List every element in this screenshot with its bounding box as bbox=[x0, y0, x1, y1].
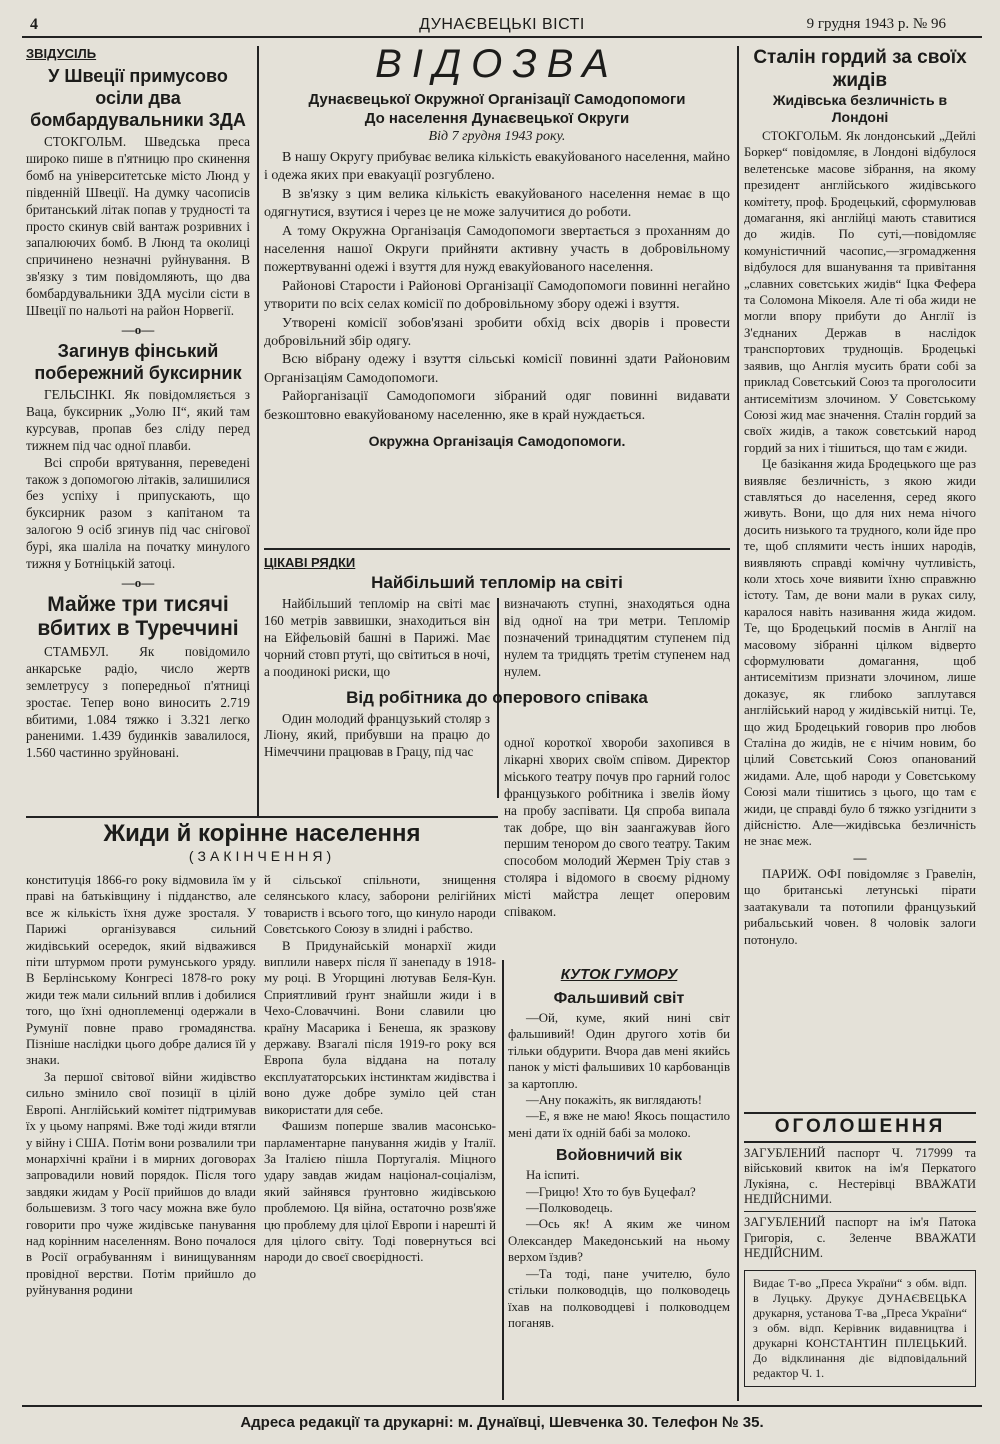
headline-finland: Загинув фінський побережний буксирник bbox=[34, 340, 242, 383]
joke-line: —Полководець. bbox=[526, 1201, 613, 1216]
jews-col-1 bbox=[26, 872, 256, 1397]
article-paragraph: В Придунайській монархії жиди виплили наверх після її занепаду в 1918-му році. В Угорщині лютував Беля-Кун. Сприятливий ґрунт знайшли жиди і в Чехо-Словаччині. Вони славили цю країну Масарика і Бенеша, як зразкову державу. Взагалі після 1919-го року вся Европа була віддана на поталу експлуататорських інстинктам жидівства і воно дуже добре зуміло цей стан використати для себе. bbox=[264, 938, 496, 1117]
headline-turkey: Майже три тисячі вбитих в Туреччині bbox=[37, 592, 239, 640]
rubric-humor: КУТОК ГУМОРУ bbox=[560, 966, 678, 983]
ad-passport-2: ЗАГУБЛЕНИЙ паспорт на ім'я Патока Григорія, с. Зеленче ВВАЖАТИ НЕДІЙСНИМ. bbox=[744, 1215, 976, 1260]
appeal-paragraph: А тому Окружна Організація Самодопомоги звертається з проханням до населення нашої Округи прийняти активну участь в добровільному пожертвуванні одежі і взуття для нужд евакуйованого населення. bbox=[264, 223, 730, 276]
article-singer-continued bbox=[504, 735, 730, 960]
article-paragraph: Найбільший тепломір на світі має 160 метрів заввишки, знаходиться він на Ейфельовій башні в Парижі. Має чорний стовп ртуті, що світиться в ночі, а поодинокі риски, що bbox=[264, 596, 490, 679]
article-turkey bbox=[26, 644, 250, 762]
article-paragraph: одної короткої хвороби захопився в лікарні хворих своїм співом. Директор міського театру почув про гарний голос французького робітника і звелів йому на пробу заспівати. Ця спроба випала так добре, що він заангажував його першим тенором до свого театру. Таким способом молодий Жермен Тріу став з столяра і відомого в своєму рідному місті майстра лещет оперовим співаком. bbox=[504, 735, 730, 920]
joke-line: —Грицю! Хто то був Буцефал? bbox=[526, 1184, 696, 1199]
separator: —o— bbox=[121, 321, 155, 337]
article-paragraph: СТАМБУЛ. Як повідомило анкарське радіо, число жертв землетрусу з попередньої п'ятниці зростає. Тепер воно виносить 2.719 вбитими, 1.084 тяжко і 3.321 легко раненими. 1.439 будинків завалилося, 1.560 частинно зруйновані. bbox=[26, 643, 250, 761]
appeal-title: ВІДОЗВА bbox=[375, 42, 619, 86]
right-column bbox=[744, 46, 976, 1016]
masthead bbox=[22, 12, 982, 38]
joke-line: —Е, я вже не маю! Якось пощастило мені дати їх одній бабі за молоко. bbox=[508, 1109, 730, 1140]
headline-jews: Жиди й корінне населення bbox=[103, 820, 421, 847]
imprint-box bbox=[744, 1270, 976, 1387]
article-paragraph: Це базікання жида Бродецького ще раз виявляє безличність, з якою жиди ставляться до населення, серед якого живуть. Вони, що для них нема нічого досить низького та трудного, коли йде про те, щоб сплямити честь інших народів, виявляють справді комічну чутливість, коли хтось хоче виявити їхню справжню істоту. Там, де вони мали в руках силу, каралося навіть називання жида жидом. Те, що Бродецький посмів в Англії на масовому зібранні цілком відверто сформулювати домагання, щоб антисемітизм признати злочином, лише доказує, як глибоко заплутався англійський народ у жидівській нитці. Те, що жид Бродецький говорив про любов Сталіна до жидів, не є нічим новим, бо цілий Совєтський Союз опанований жидами. Але, щоб народи у Совєтському Союзі мали тішитись з цього, що там є жиди, це справді було б тяжко узгіднити з дійсністю. Але—жидівська безличність не знає меж. bbox=[744, 457, 976, 849]
appeal-org: Дунаєвецької Окружної Організації Самодопомоги bbox=[308, 91, 686, 108]
article-paragraph: конституція 1866-го року відмовила їм у праві на батьківщину і підданство, але все ж кількість їхня дуже зросталя. У Парижі організувався сильний жидівський осередок, який відважився піти штурмом проти румунського уряду. В Берлінському Конгресі 1878-го року жиди теж мали сильний вплив і добилися того, що їхні одноплеменці одержали в Румунії повне право громадянства. Пізніше наслідки цього добре далися їй у знаки. bbox=[26, 873, 256, 1068]
article-paragraph: За першої світової війни жидівство сильно змінило свої позиції в цілій Европі. Англійський комітет підтримував їх у цьому напрямі. Вже тоді жиди втягли у війну і США. Потім вони розвалили три монархічні країни і в мирних договорах запровадили новий порядок. Після того завдяки жидам у Росії прийшов до влади большевизм. З того часу можна вже було говорити про чуже жидівське панування над корінним населенням. Воно почалося в Росії ограбуванням і винищуванням провідної верстви. Потім прийшло до руйнування родини bbox=[26, 1069, 256, 1298]
newspaper-title: ДУНАЄВЕЦЬКІ ВІСТІ bbox=[419, 16, 585, 33]
article-paris bbox=[744, 866, 976, 948]
appeal-date: Від 7 грудня 1943 року. bbox=[428, 129, 566, 144]
article-paragraph: Фашизм поперше звалив масонсько-парламентарне панування жидів у Італії. За Італією пішла Португалія. Міцного удару завдав жидам націонал-соціалізм, який зайнявся ґрунтовно жидівською проблемою. Ця війна, остаточно розв'яже цю проблему для цілої Европи і нарешті й для цілого світу. Тоді повернуться всі народи до своєї своєрідності. bbox=[264, 1119, 496, 1265]
article-paragraph: ГЕЛЬСІНКІ. Як повідомляється з Ваца, буксирник „Уолю ІІ“, який там курсував, пропав без сліду перед тижнем під час одної плавби. bbox=[26, 386, 250, 453]
section-rule bbox=[744, 1141, 976, 1143]
headline-sweden: У Швеції примусово осіли два бомбардувальники ЗДА bbox=[30, 66, 246, 130]
joke-line: —Ану покажіть, як виглядають! bbox=[526, 1093, 702, 1108]
rubric-curious: ЦІКАВІ РЯДКИ bbox=[264, 555, 356, 570]
humor-section bbox=[508, 966, 730, 1398]
section-rule bbox=[264, 548, 730, 550]
section-rule bbox=[744, 1112, 976, 1114]
appeal-paragraph: Всю вібрану одежу і взуття сільські комісії повинні здати Районовим Організаціям Самодопомоги. bbox=[264, 352, 730, 386]
jews-col-2 bbox=[264, 872, 496, 1397]
joke-line: —Ой, куме, який нині світ фальшивий! Один другого хотів би тільки обдурити. Вчора дав мені якийсь панок у місті фальшивих 10 карбованців за картоплю. bbox=[508, 1011, 730, 1091]
footer-address: Адреса редакції та друкарні: м. Дунаївці, Шевченка 30. Телефон № 35. bbox=[22, 1405, 982, 1431]
appeal-signature: Окружна Організація Самодопомоги. bbox=[368, 433, 626, 450]
appeal-section bbox=[264, 42, 730, 562]
article-finland bbox=[26, 387, 250, 573]
article-paragraph: Один молодий французький столяр з Ліону, який, прибувши на працю до Німеччини працював в Грацу, під час bbox=[264, 710, 490, 760]
joke-fake-world bbox=[508, 1010, 730, 1141]
article-paragraph: Всі спроби врятування, переведені також з допомогою літаків, залишилися без успіху і припускають, що буксирник разом з капітаном та залогою 9 осіб згинув під час снігової бурі, яка шаліла на початку минулого тижня у Ботніцькій затоці. bbox=[26, 454, 250, 572]
appeal-paragraph: В зв'язку з цим велика кількість евакуйованого населення немає в що одягнутися, взутися і через це не може залучитися до роботи. bbox=[264, 186, 730, 221]
column-rule bbox=[502, 960, 504, 1400]
appeal-body bbox=[264, 149, 730, 425]
page-number: 4 bbox=[30, 16, 38, 33]
subheading-continuation: (ЗАКІНЧЕННЯ) bbox=[188, 848, 336, 864]
jews-headline-block bbox=[26, 820, 498, 870]
imprint-text: Видає Т-во „Преса України“ з обм. відп. в Луцьку. Друкує ДУНАЄВЕЦЬКА друкарня, установа Т-ва „Преса України“ з обм. відп. Керівник видавництва і друкарні КОНСТАНТИН ПІЛЕЦЬКИЙ. До відклинання діє відповідальний редактор Ч. 1. bbox=[753, 1275, 967, 1380]
separator: —o— bbox=[121, 574, 155, 590]
article-paragraph: й сільської спільноти, знищення селянського класу, заборони релігійних товариств і всього того, що кинуло народи Совєтського Союзу в злидні і рабство. bbox=[264, 873, 496, 937]
issue-date: 9 грудня 1943 р. № 96 bbox=[806, 16, 946, 32]
article-thermometer bbox=[264, 596, 730, 681]
article-paragraph: ПАРИЖ. ОФІ повідомляє з Гравелін, що британські летунські пірати заатакували та потопили французький рибальський човен. 8 чоловік залоги потонуло. bbox=[744, 866, 976, 947]
ads-section bbox=[744, 1116, 976, 1401]
rubric-zvidusil: ЗВІДУСІЛЬ bbox=[26, 46, 97, 61]
article-paragraph: СТОКГОЛЬМ. Шведська преса широко пише в п'ятницю про скинення бомб на університетське місто Люнд у південній Швеції. На думку часописів британський літак попав у трудності та просто скинув свій вантаж розривних і запалюючих бомб. В Люнд та околиці спричинено незначні руйнування. В зв'язку з тим повідомляють, що два бомбардувальники ЗДА мусіли сісти в Швеції по нальоті на район Норвегії. bbox=[26, 134, 250, 319]
headline-thermometer: Найбільший тепломір на світі bbox=[371, 573, 623, 592]
appeal-paragraph: Утворені комісії зобов'язані зробити обхід всіх дворів і провести добровільний збір одягу. bbox=[264, 315, 730, 350]
appeal-paragraph: Районові Старости і Районові Організації Самодопомоги повинні негайно утворити по всіх селах комісії по добровільному збору одежі і взуття. bbox=[264, 278, 730, 313]
article-sweden bbox=[26, 134, 250, 320]
headline-warlike-age: Войовничий вік bbox=[556, 1147, 682, 1165]
appeal-audience: До населення Дунаєвецької Округи bbox=[364, 110, 630, 127]
headline-stalin: Сталін гордий за своїх жидів bbox=[753, 47, 967, 91]
joke-line: На іспиті. bbox=[526, 1168, 580, 1183]
ads-title: ОГОЛОШЕННЯ bbox=[774, 1116, 946, 1137]
headline-singer: Від робітника до оперового співака bbox=[346, 687, 648, 707]
subheadline-london: Жидівська безличність в Лондоні bbox=[772, 92, 948, 125]
joke-warlike-age bbox=[508, 1167, 730, 1331]
joke-line: —Та тоді, пане учителю, було стільки полководців, що полководець їхав на полководцеві і полководцем поганяв. bbox=[508, 1266, 730, 1330]
section-rule bbox=[744, 1211, 976, 1213]
joke-line: —Ось як! А яким же чином Олександер Македонський на ньому верхом їздив? bbox=[508, 1217, 730, 1265]
separator: — bbox=[853, 849, 867, 865]
left-column bbox=[26, 46, 250, 816]
ad-passport-1: ЗАГУБЛЕНИЙ паспорт Ч. 717999 та військовий квиток на ім'я Перкатого Лукіяна, с. Нестерівці ВВАЖАТИ НЕДІЙСНИМИ. bbox=[744, 1145, 976, 1206]
article-paragraph: СТОКГОЛЬМ. Як лондонський „Дейлі Боркер“ повідомляє, в Лондоні відбулося велетенське масове зібрання, на якому президент англійського жидівського комітету, проф. Бродецький, сформулював домагання, які англійці мають ставитися до жидів. По суті,—повідомляє комуністичний часопис,—згромадження відбулося для вшанування та привітання „славних совєтських жидів“ Іцка Фефера та Соломона Мікоеля. Але ті оба жиди не могли впору прибути до Англії із З'єднаних Держав в наслідок транспортових труднощів. Бродецькі заявив, що Англія мусить брати собі за приклад Совєтський Союз та проголосити антисемітизм злочином. У Совєтському Союзі жид має значення. Сталін гордий за своїх жидів, а також совєтський народ гордий за них і тішиться, що там є жиди. bbox=[744, 129, 976, 455]
headline-fake-world: Фальшивий світ bbox=[553, 990, 685, 1007]
column-rule bbox=[257, 46, 259, 816]
column-rule bbox=[737, 46, 739, 1401]
section-rule bbox=[26, 816, 498, 818]
article-stalin bbox=[744, 128, 976, 850]
appeal-paragraph: В нашу Округу прибуває велика кількість евакуйованого населення, майно і одежа яких при евакуації розгублено. bbox=[264, 150, 730, 184]
article-paragraph: визначають ступні, знаходяться одна від одної на три метри. Тепломір позначений тринадцятим ступенем під нулем та тридцять третім ступенем над нулем. bbox=[504, 596, 730, 679]
appeal-paragraph: Райорганізації Самодопомоги зібраний одяг повинні видавати безкоштовно евакуйованому населенню, яке в край нуждається. bbox=[264, 389, 730, 423]
